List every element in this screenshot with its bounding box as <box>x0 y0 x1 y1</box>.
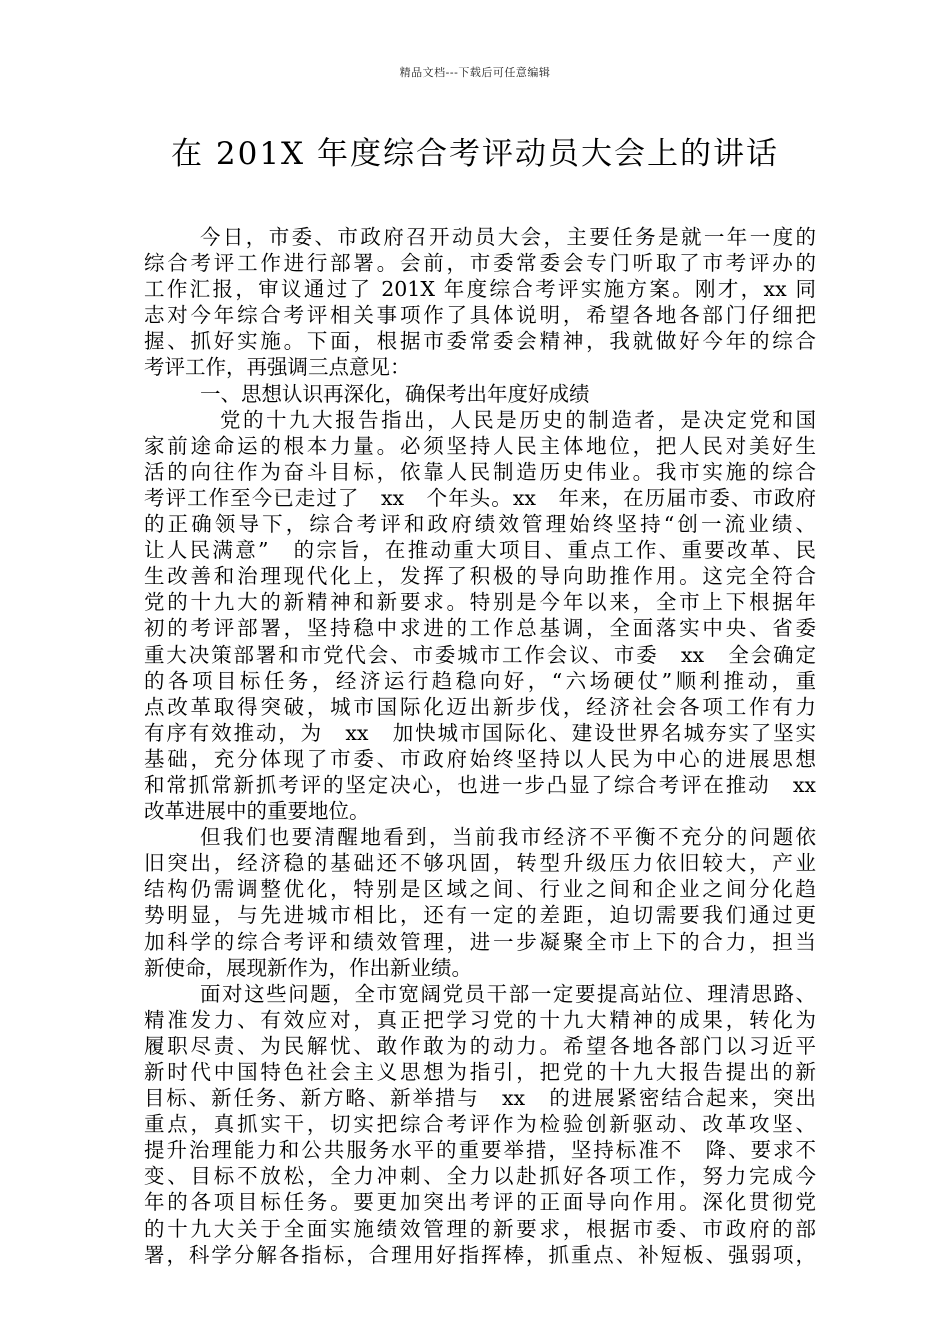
body-text-line: 新时代中国特色社会主义思想为指引，把党的十九大报告提出的新 <box>144 1060 816 1084</box>
body-text-line: 考评工作，再强调三点意见： <box>144 355 411 380</box>
body-text-line: 工作汇报，审议通过了 201X 年度综合考评实施方案。刚才，xx 同 <box>144 277 816 302</box>
body-text-line: 的各项目标任务，经济运行趋稳向好，“六场硬仗”顺利推动，重 <box>144 668 816 693</box>
body-text-line: 势明显，与先进城市相比，还有一定的差距，迫切需要我们通过更 <box>144 903 816 928</box>
body-text-line: 点改革取得突破，城市国际化迈出新步伐，经济社会各项工作有力 <box>144 694 816 719</box>
body-text-line: 的正确领导下，综合考评和政府绩效管理始终坚持“创一流业绩、 <box>144 512 816 537</box>
body-text-line: 但我们也要清醒地看到，当前我市经济不平衡不充分的问题依 <box>200 825 816 850</box>
body-text-line: 新使命，展现新作为，作出新业绩。 <box>144 955 472 980</box>
body-text-line: 署，科学分解各指标，合理用好指挥棒，抓重点、补短板、强弱项， <box>144 1242 816 1267</box>
body-text-line: 的十九大关于全面实施绩效管理的新要求，根据市委、市政府的部 <box>144 1216 816 1241</box>
body-text-line: 精准发力、有效应对，真正把学习党的十九大精神的成果，转化为 <box>144 1007 816 1032</box>
body-text-line: 一、思想认识再深化，确保考出年度好成绩 <box>200 381 590 406</box>
body-text-line: 加科学的综合考评和绩效管理，进一步凝聚全市上下的合力，担当 <box>144 929 816 954</box>
body-text-line: 结构仍需调整优化，特别是区域之间、行业之间和企业之间分化趋 <box>144 877 816 902</box>
body-text-line: 让人民满意” 的宗旨，在推动重大项目、重点工作、重要改革、民 <box>144 538 816 563</box>
body-text-line: 基础，充分体现了市委、市政府始终坚持以人民为中心的进展思想 <box>144 746 816 771</box>
body-text-line: 重点，真抓实干，切实把综合考评作为检验创新驱动、改革攻坚、 <box>144 1112 816 1137</box>
body-text-line: 今日，市委、市政府召开动员大会，主要任务是就一年一度的 <box>200 225 816 249</box>
document-title: 在 201X 年度综合考评动员大会上的讲话 <box>171 136 779 172</box>
body-text-line: 有序有效推动，为 xx 加快城市国际化、建设世界名城夯实了坚实 <box>144 720 816 745</box>
body-text-line: 变、目标不放松，全力冲刺、全力以赴抓好各项工作，努力完成今 <box>144 1164 816 1189</box>
body-text-line: 党的十九大报告指出，人民是历史的制造者，是决定党和国 <box>220 407 816 432</box>
body-text-line: 和常抓常新抓考评的坚定决心，也进一步凸显了综合考评在推动 xx <box>144 772 816 797</box>
body-text-line: 活的向往作为奋斗目标，依靠人民制造历史伟业。我市实施的综合 <box>144 459 816 484</box>
body-text-line: 志对今年综合考评相关事项作了具体说明，希望各地各部门仔细把 <box>144 303 816 328</box>
body-text-line: 重大决策部署和市党代会、市委城市工作会议、市委 xx 全会确定 <box>144 642 816 667</box>
body-text-line: 提升治理能力和公共服务水平的重要举措，坚持标准不 降、要求不 <box>144 1138 816 1163</box>
body-text-line: 履职尽责、为民解忧、敢作敢为的动力。希望各地各部门以习近平 <box>144 1033 816 1058</box>
body-text-line: 生改善和治理现代化上，发挥了积极的导向助推作用。这完全符合 <box>144 564 816 589</box>
body-text-line: 年的各项目标任务。要更加突出考评的正面导向作用。深化贯彻党 <box>144 1190 816 1215</box>
body-text-line: 初的考评部署，坚持稳中求进的工作总基调，全面落实中央、省委 <box>144 616 816 641</box>
body-text-line: 改革进展中的重要地位。 <box>144 799 370 824</box>
body-text-line: 目标、新任务、新方略、新举措与 xx 的进展紧密结合起来，突出 <box>144 1086 816 1111</box>
body-text-line: 综合考评工作进行部署。会前，市委常委会专门听取了市考评办的 <box>144 251 816 276</box>
page-header: 精品文档---下载后可任意编辑 <box>399 66 551 79</box>
body-text-line: 握、抓好实施。下面，根据市委常委会精神，我就做好今年的综合 <box>144 329 816 354</box>
body-text-line: 面对这些问题，全市宽阔党员干部一定要提高站位、理清思路、 <box>200 981 816 1006</box>
body-text-line: 考评工作至今已走过了 xx 个年头。xx 年来，在历届市委、市政府 <box>144 485 816 510</box>
document-body <box>144 224 816 1268</box>
body-text-line: 旧突出，经济稳的基础还不够巩固，转型升级压力依旧较大，产业 <box>144 851 816 876</box>
body-text-line: 家前途命运的根本力量。必须坚持人民主体地位，把人民对美好生 <box>144 433 816 458</box>
body-text-line: 党的十九大的新精神和新要求。特别是今年以来，全市上下根据年 <box>144 590 816 615</box>
